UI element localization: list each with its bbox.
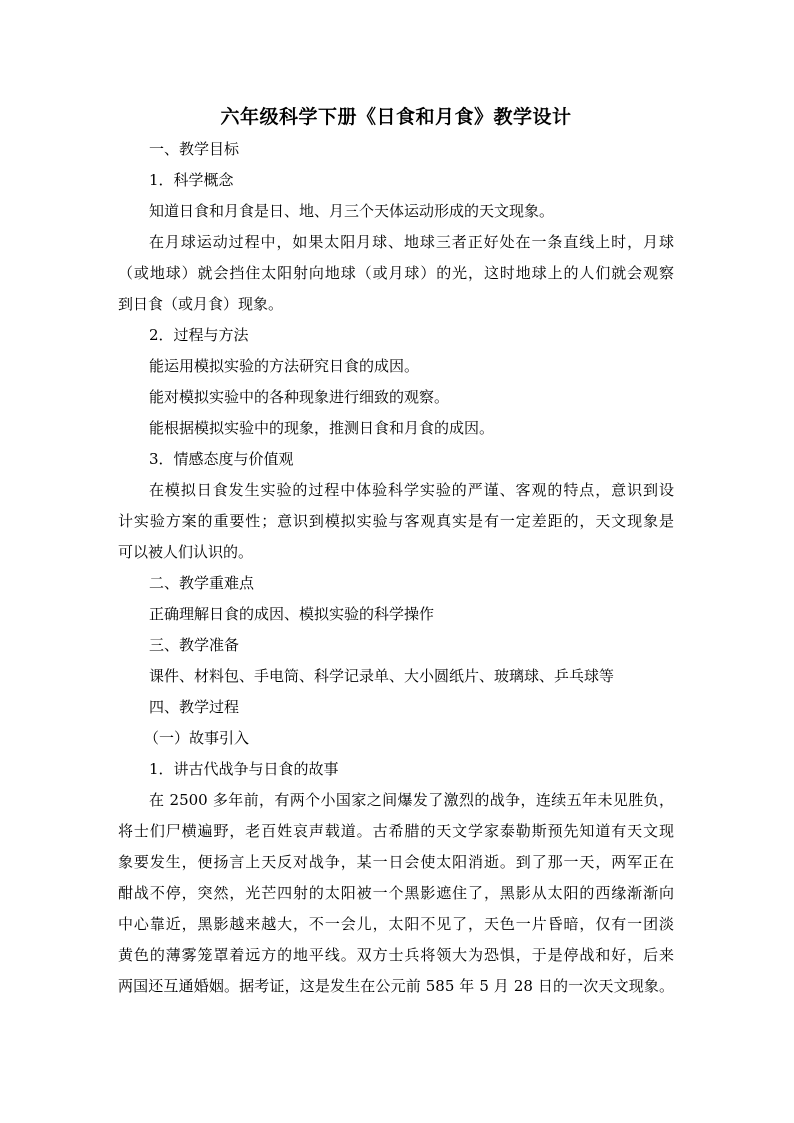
text-line: 计实验方案的重要性；意识到模拟实验与客观真实是有一定差距的，天文现象是: [118, 512, 674, 530]
text-line: 2．过程与方法: [149, 326, 249, 344]
text-line: 象要发生，便扬言上天反对战争，某一日会使太阳消逝。到了那一天，两军正在: [118, 853, 674, 871]
text-line: 正确理解日食的成因、模拟实验的科学操作: [149, 605, 435, 623]
text-line: 四、教学过程: [149, 698, 240, 716]
text-line: 将士们尸横遍野，老百姓哀声载道。古希腊的天文学家泰勒斯预先知道有天文现: [118, 822, 674, 840]
text-line: （一）故事引入: [144, 729, 250, 747]
text-line: 1．科学概念: [149, 171, 234, 189]
text-line: 3．情感态度与价值观: [149, 450, 294, 468]
text-line: 一、教学目标: [149, 140, 240, 158]
document-body: [118, 134, 674, 1002]
text-line: 三、教学准备: [149, 636, 240, 654]
text-line: 知道日食和月食是日、地、月三个天体运动形成的天文现象。: [149, 202, 555, 220]
text-line: 黄色的薄雾笼罩着远方的地平线。双方士兵将领大为恐惧，于是停战和好，后来: [118, 946, 674, 964]
text-line: 能根据模拟实验中的现象，推测日食和月食的成因。: [149, 419, 495, 437]
text-line: 两国还互通婚姻。据考证，这是发生在公元前 585 年 5 月 28 日的一次天文现象。: [118, 977, 674, 995]
text-line: 酣战不停，突然，光芒四射的太阳被一个黑影遮住了，黑影从太阳的西缘渐渐向: [118, 884, 674, 902]
text-line: 可以被人们认识的。: [118, 543, 254, 561]
document-page: [118, 100, 674, 1002]
text-line: 能对模拟实验中的各种现象进行细致的观察。: [149, 388, 450, 406]
text-line: 在模拟日食发生实验的过程中体验科学实验的严谨、客观的特点，意识到设: [149, 481, 674, 499]
text-line: 中心靠近，黑影越来越大，不一会儿，太阳不见了，天色一片昏暗，仅有一团淡: [118, 915, 674, 933]
text-line: 1．讲古代战争与日食的故事: [149, 760, 339, 778]
text-line: 能运用模拟实验的方法研究日食的成因。: [149, 357, 420, 375]
text-line: 在月球运动过程中，如果太阳月球、地球三者正好处在一条直线上时，月球: [149, 233, 674, 251]
document-title: 六年级科学下册《日食和月食》教学设计: [220, 106, 572, 128]
text-line: 到日食（或月食）现象。: [118, 295, 284, 313]
text-line: 课件、材料包、手电筒、科学记录单、大小圆纸片、玻璃球、乒乓球等: [149, 667, 615, 685]
text-line: 在 2500 多年前，有两个小国家之间爆发了激烈的战争，连续五年未见胜负，: [149, 791, 674, 809]
text-line: （或地球）就会挡住太阳射向地球（或月球）的光，这时地球上的人们就会观察: [118, 264, 674, 282]
text-line: 二、教学重难点: [149, 574, 255, 592]
